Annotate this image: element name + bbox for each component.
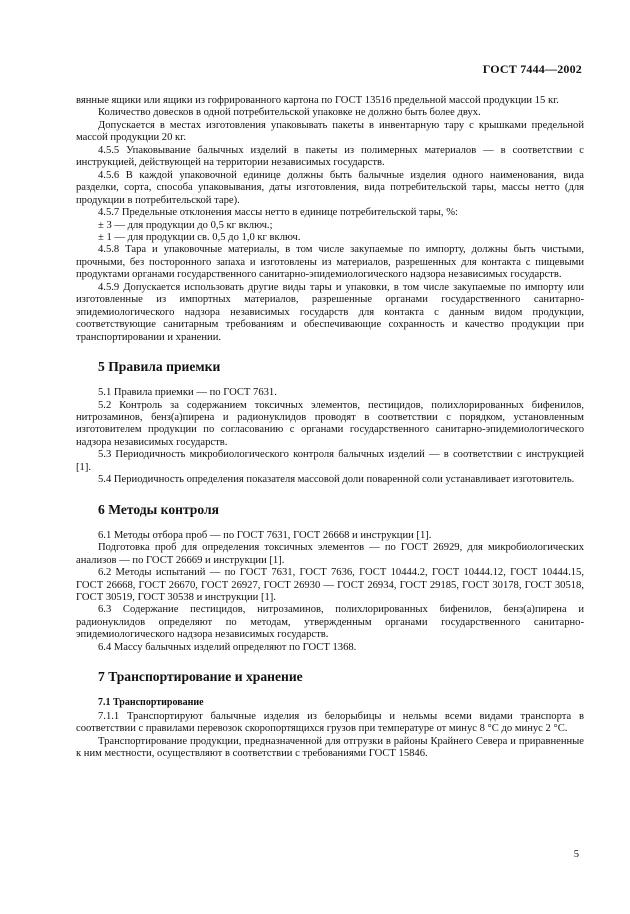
paragraph: Допускается в местах изготовления упаковывать пакеты в инвентарную тару с крышками предельной массой продукции 20 кг. bbox=[76, 119, 584, 144]
paragraph: 4.5.6 В каждой упаковочной единице должны быть балычные изделия одного наименования, вида разделки, сорта, способа упаковывания, даты изготовления, вида потребительской тары, массы нетто (для продукции в потребительской таре). bbox=[76, 169, 584, 206]
section-heading-5: 5 Правила приемки bbox=[98, 359, 221, 375]
paragraph: 6.4 Массу балычных изделий определяют по ГОСТ 1368. bbox=[98, 641, 357, 653]
paragraph: 4.5.8 Тара и упаковочные материалы, в том числе закупаемые по импорту, должны быть чистыми, прочными, без посторонного запаха и изготовлены из материалов, разрешенных для контакта с пищевыми продуктами органами государственного санитарно-эпидемиологического надзора независимых государств. bbox=[76, 244, 584, 281]
paragraph: Количество довесков в одной потребительской упаковке не должно быть более двух. bbox=[98, 107, 481, 119]
document-id-header: ГОСТ 7444—2002 bbox=[482, 62, 582, 76]
paragraph: 4.5.7 Предельные отклонения массы нетто в единице потребительской тары, %: bbox=[98, 207, 458, 219]
paragraph: 5.1 Правила приемки — по ГОСТ 7631. bbox=[98, 387, 277, 399]
paragraph: 6.2 Методы испытаний — по ГОСТ 7631, ГОСТ 7636, ГОСТ 10444.2, ГОСТ 10444.12, ГОСТ 10444.15, ГОСТ 26668, ГОСТ 26670, ГОСТ 26927, ГОСТ 26930 — ГОСТ 26934, ГОСТ 29185, ГОСТ 30178, ГОСТ 30518, ГОСТ 30519, ГОСТ 30538 и инструкции [1]. bbox=[76, 567, 584, 603]
paragraph: 4.5.9 Допускается использовать другие виды тары и упаковки, в том числе закупаемые по импорту или изготовленные из импортных материалов, разрешенные органами государственного санитарно-эпидемиологического надзора независимых государств для контакта с данным видом продукции, соответствующие санитарным требованиям и обеспечивающие сохранность и качество продукции при транспортировании и хранении. bbox=[76, 281, 584, 343]
paragraph: вянные ящики или ящики из гофрированного картона по ГОСТ 13516 предельной массой продукции 15 кг. bbox=[76, 95, 559, 106]
paragraph: 5.3 Периодичность микробиологического контроля балычных изделий — в соответствии с инструкцией [1]. bbox=[76, 449, 584, 473]
paragraph: Транспортирование продукции, предназначенной для отгрузки в районы Крайнего Севера и приравненные к ним местности, осуществляют в соответствии с требованиями ГОСТ 15846. bbox=[76, 735, 584, 760]
paragraph: 6.3 Содержание пестицидов, нитрозаминов, полихлорированных бифенилов, бенз(а)пирена и радионуклидов определяют по методам, утвержденным органами государственного санитарно-эпидемиологического надзора независимых государств. bbox=[76, 604, 584, 641]
paragraph: 4.5.5 Упаковывание балычных изделий в пакеты из полимерных материалов — в соответствии с инструкцией, действующей на территории независимых государств. bbox=[76, 144, 584, 169]
paragraph: 5.4 Периодичность определения показателя массовой доли поваренной соли устанавливает изготовитель. bbox=[98, 474, 575, 486]
document-body bbox=[76, 95, 584, 760]
section-heading-6: 6 Методы контроля bbox=[98, 501, 219, 517]
paragraph: Подготовка проб для определения токсичных элементов — по ГОСТ 26929, для микробиологических анализов — по ГОСТ 26669 и инструкции [1]. bbox=[76, 542, 584, 566]
paragraph: 5.2 Контроль за содержанием токсичных элементов, пестицидов, полихлорированных бифенилов, нитрозаминов, бенз(а)пирена и радионуклидов проводят в соответствии с порядком, установленным изготовителем продукции по согласованию с органами государственного санитарно-эпидемиологического надзора независимых государств. bbox=[76, 399, 584, 448]
paragraph: ± 3 — для продукции до 0,5 кг включ.; bbox=[98, 219, 273, 231]
paragraph: 7.1.1 Транспортируют балычные изделия из белорыбицы и нельмы всеми видами транспорта в соответствии с правилами перевозок скоропортящихся грузов при температуре от минус 8 °С до минус 2 °С. bbox=[76, 710, 584, 735]
paragraph: ± 1 — для продукции св. 0,5 до 1,0 кг включ. bbox=[98, 231, 301, 243]
paragraph: 6.1 Методы отбора проб — по ГОСТ 7631, ГОСТ 26668 и инструкции [1]. bbox=[98, 529, 432, 541]
subsection-heading: 7.1 Транспортирование bbox=[98, 697, 204, 709]
page-number: 5 bbox=[573, 849, 579, 860]
section-heading-7: 7 Транспортирование и хранение bbox=[98, 669, 303, 685]
